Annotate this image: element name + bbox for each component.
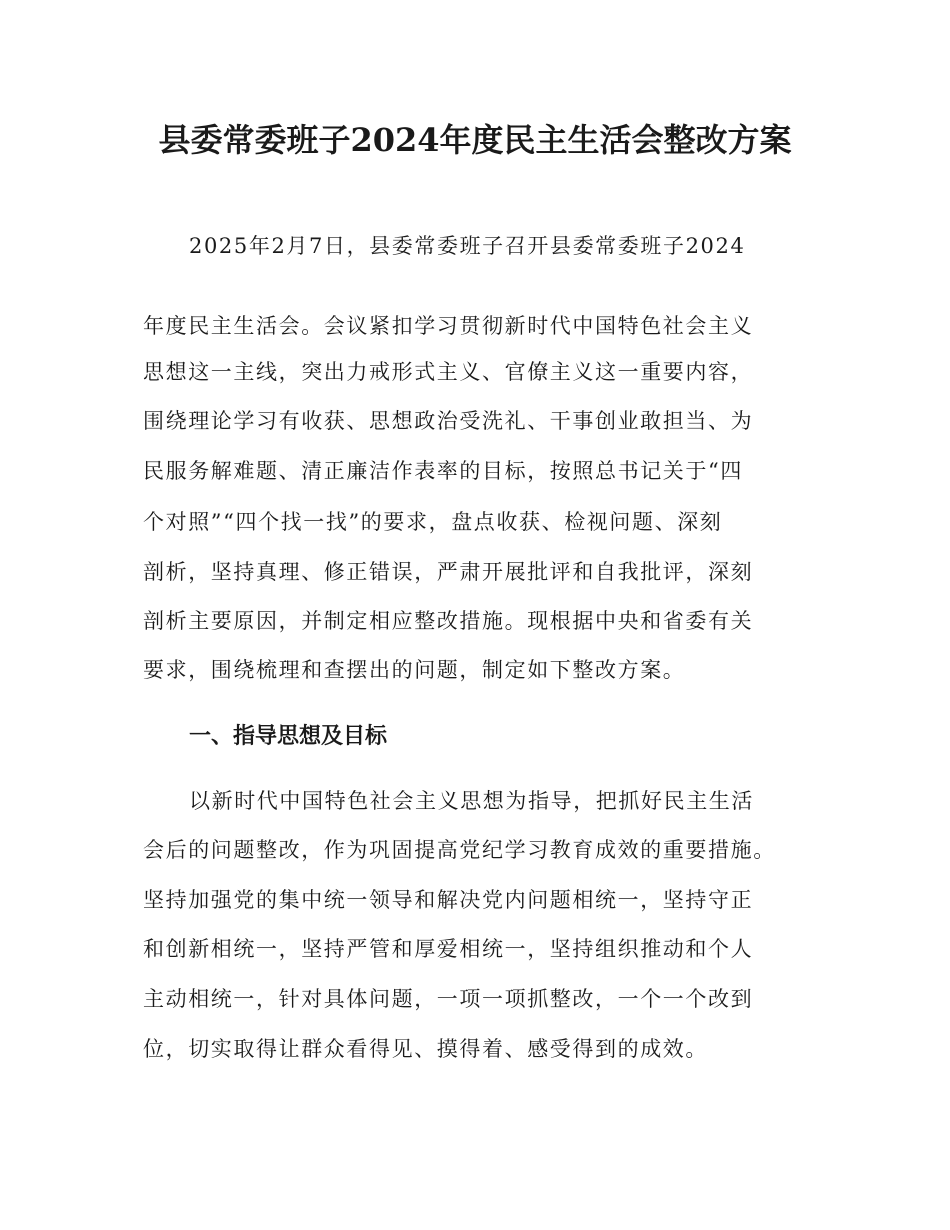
paragraph-2-line-6: 位，切实取得让群众看得见、摸得着、感受得到的成效。 xyxy=(143,1037,708,1061)
paragraph-1-line-2: 年度民主生活会。会议紧扣学习贯彻新时代中国特色社会主义 xyxy=(143,314,754,338)
paragraph-1-line-8: 剖析主要原因，并制定相应整改措施。现根据中央和省委有关 xyxy=(143,609,754,633)
paragraph-2-line-3: 坚持加强党的集中统一领导和解决党内问题相统一，坚持守正 xyxy=(143,888,754,912)
paragraph-1-line-5: 民服务解难题、清正廉洁作表率的目标，按照总书记关于“四 xyxy=(143,459,743,483)
paragraph-1-line-6: 个对照”“四个找一找”的要求，盘点收获、检视问题、深刻 xyxy=(143,510,723,534)
document-title: 县委常委班子2024年度民主生活会整改方案 xyxy=(158,121,792,159)
paragraph-2-line-4: 和创新相统一，坚持严管和厚爱相统一，坚持组织推动和个人 xyxy=(143,937,754,961)
paragraph-2-line-2: 会后的问题整改，作为巩固提高党纪学习教育成效的重要措施。 xyxy=(143,838,776,862)
paragraph-1-line-3: 思想这一主线，突出力戒形式主义、官僚主义这一重要内容， xyxy=(143,360,754,384)
paragraph-2-line-1: 以新时代中国特色社会主义思想为指导，把抓好民主生活 xyxy=(189,789,754,813)
paragraph-1-line-1: 2025年2月7日，县委常委班子召开县委常委班子2024 xyxy=(189,234,746,258)
paragraph-1-line-9: 要求，围绕梳理和查摆出的问题，制定如下整改方案。 xyxy=(143,658,686,682)
section-1-heading: 一、指导思想及目标 xyxy=(189,724,388,749)
paragraph-1-line-7: 剖析，坚持真理、修正错误，严肃开展批评和自我批评，深刻 xyxy=(143,560,754,584)
paragraph-1-line-4: 围绕理论学习有收获、思想政治受洗礼、干事创业敢担当、为 xyxy=(143,409,754,433)
paragraph-2-line-5: 主动相统一，针对具体问题，一项一项抓整改，一个一个改到 xyxy=(143,987,754,1011)
